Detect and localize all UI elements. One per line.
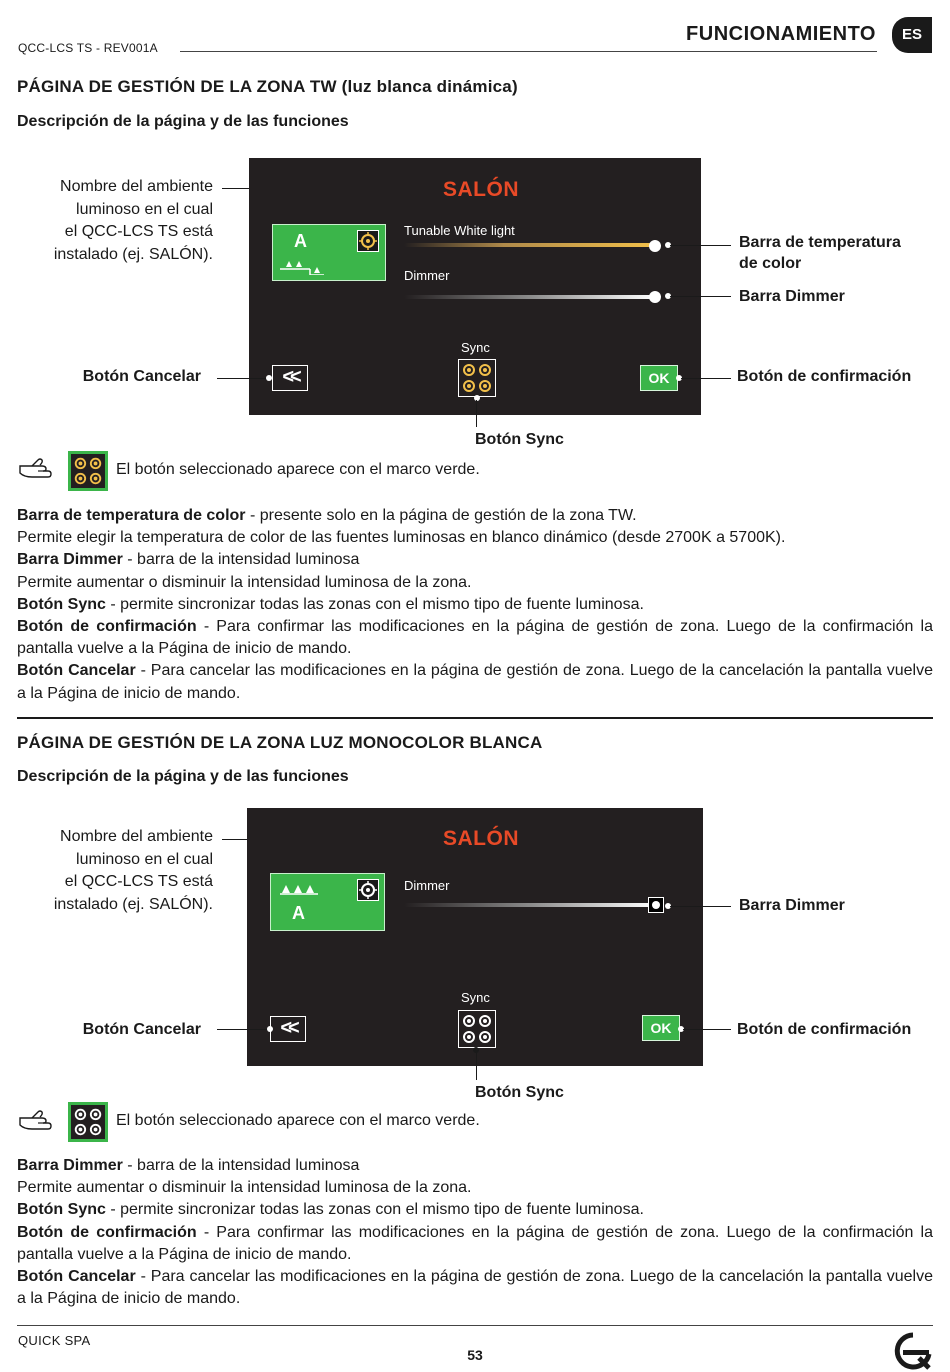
callout-cancel-button: Botón Cancelar bbox=[82, 1021, 201, 1038]
section2-subtitle: Descripción de la página y de las funciones bbox=[17, 768, 349, 785]
leader-line bbox=[670, 906, 731, 907]
light-fixture-icon bbox=[280, 259, 326, 275]
callout-dimmer-bar: Barra Dimmer bbox=[739, 897, 845, 914]
callout-room-name: Nombre del ambiente luminoso en el cual el QCC-LCS TS está instalado (ej. SALÓN). bbox=[53, 828, 213, 913]
description-line: Permite aumentar o disminuir la intensidad luminosa de la zona. bbox=[17, 573, 472, 591]
section-separator bbox=[17, 717, 933, 719]
leader-line bbox=[670, 245, 731, 246]
cancel-button[interactable]: << bbox=[270, 1016, 306, 1042]
zone-letter: A bbox=[292, 903, 305, 923]
leader-line bbox=[683, 1029, 731, 1030]
callout-sync-button: Botón Sync bbox=[475, 431, 564, 448]
light-bulb-icon bbox=[357, 879, 379, 901]
description-line: Botón Sync - permite sincronizar todas las zonas con el mismo tipo de fuente luminosa. bbox=[17, 595, 644, 613]
pointing-hand-icon bbox=[18, 1108, 58, 1139]
room-name: SALÓN bbox=[443, 178, 519, 201]
dimmer-slider[interactable] bbox=[404, 903, 654, 907]
description-line: Permite aumentar o disminuir la intensidad luminosa de la zona. bbox=[17, 1179, 472, 1197]
section2-title: PÁGINA DE GESTIÓN DE LA ZONA LUZ MONOCOLOR BLANCA bbox=[17, 733, 543, 752]
zone-card[interactable] bbox=[272, 224, 386, 281]
selection-note: El botón seleccionado aparece con el marco verde. bbox=[116, 1112, 480, 1129]
zone-letter: A bbox=[294, 231, 307, 251]
leader-dot bbox=[474, 395, 480, 401]
sync-icon bbox=[459, 1011, 495, 1047]
dimmer-slider[interactable] bbox=[404, 295, 654, 299]
device-screen-mono bbox=[247, 808, 703, 1066]
pointing-hand-icon bbox=[18, 456, 58, 487]
description-line: Botón Cancelar - Para cancelar las modificaciones en la página de gestión de zona. Luego de la cancelación la pantalla vuelve a la Página de inicio de mando. bbox=[17, 662, 933, 702]
cancel-button[interactable]: << bbox=[272, 365, 308, 391]
sync-button[interactable] bbox=[458, 359, 496, 397]
document-code: QCC-LCS TS - REV001A bbox=[18, 41, 158, 55]
sync-label: Sync bbox=[461, 340, 490, 355]
description-line: Permite elegir la temperatura de color de las fuentes luminosas en blanco dinámico (desde 2700K a 5700K). bbox=[17, 529, 786, 547]
section-heading: FUNCIONAMIENTO bbox=[686, 23, 876, 45]
leader-line bbox=[217, 378, 269, 379]
page-number: 53 bbox=[467, 1347, 483, 1363]
section1-title: PÁGINA DE GESTIÓN DE LA ZONA TW (luz blanca dinámica) bbox=[17, 77, 518, 96]
callout-dimmer-bar: Barra Dimmer bbox=[739, 288, 845, 305]
description-line: Botón de confirmación - Para confirmar las modificaciones en la página de gestión de zona. Luego de la confirmación la pantalla vuelve a la Página de inicio de mando. bbox=[17, 1223, 933, 1263]
ok-button[interactable]: OK bbox=[640, 365, 678, 391]
description-line: Botón Cancelar - Para cancelar las modificaciones en la página de gestión de zona. Luego de la cancelación la pantalla vuelve a la Página de inicio de mando. bbox=[17, 1268, 933, 1308]
selected-sync-sample bbox=[68, 451, 108, 491]
description-line: Barra Dimmer - barra de la intensidad luminosa bbox=[17, 551, 360, 569]
dimmer-slider-label: Dimmer bbox=[404, 878, 450, 893]
ok-button[interactable]: OK bbox=[642, 1015, 680, 1041]
callout-sync-button: Botón Sync bbox=[475, 1084, 564, 1101]
device-screen-tw bbox=[249, 158, 701, 415]
description-line: Barra Dimmer - barra de la intensidad luminosa bbox=[17, 1157, 360, 1174]
sync-icon bbox=[71, 454, 105, 488]
selected-sync-sample bbox=[68, 1102, 108, 1142]
leader-dot bbox=[266, 375, 272, 381]
quick-logo-icon bbox=[893, 1332, 933, 1372]
callout-confirm-button: Botón de confirmación bbox=[737, 1021, 912, 1038]
tw-slider-label: Tunable White light bbox=[404, 223, 515, 238]
leader-line bbox=[670, 296, 731, 297]
header-rule bbox=[180, 51, 877, 52]
leader-line bbox=[476, 400, 477, 427]
selection-note: El botón seleccionado aparece con el marco verde. bbox=[116, 461, 480, 478]
callout-cancel-button: Botón Cancelar bbox=[82, 368, 201, 385]
sync-button[interactable] bbox=[458, 1010, 496, 1048]
dimmer-knob[interactable] bbox=[648, 897, 664, 913]
room-name: SALÓN bbox=[443, 827, 519, 850]
description-line: Barra de temperatura de color - presente solo en la página de gestión de la zona TW. bbox=[17, 507, 637, 524]
color-temperature-knob[interactable] bbox=[649, 240, 661, 252]
sync-label: Sync bbox=[461, 990, 490, 1005]
sync-icon bbox=[71, 1105, 105, 1139]
callout-confirm-button: Botón de confirmación bbox=[737, 368, 912, 385]
light-fixture-icon bbox=[280, 883, 320, 895]
company-name: QUICK SPA bbox=[18, 1333, 91, 1348]
section1-descriptions bbox=[17, 505, 933, 705]
dimmer-slider-label: Dimmer bbox=[404, 268, 450, 283]
footer-rule bbox=[17, 1325, 933, 1326]
dimmer-knob[interactable] bbox=[649, 291, 661, 303]
section1-subtitle: Descripción de la página y de las funciones bbox=[17, 113, 349, 130]
description-line: Botón de confirmación - Para confirmar las modificaciones en la página de gestión de zona. Luego de la confirmación la pantalla vuelve a la Página de inicio de mando. bbox=[17, 618, 933, 658]
color-temperature-slider[interactable] bbox=[404, 243, 654, 247]
leader-line bbox=[681, 378, 731, 379]
description-line: Botón Sync - permite sincronizar todas las zonas con el mismo tipo de fuente luminosa. bbox=[17, 1201, 644, 1219]
callout-color-temp-bar: Barra de temperatura de color bbox=[739, 234, 901, 272]
leader-line bbox=[476, 1052, 477, 1080]
leader-dot bbox=[267, 1026, 273, 1032]
light-bulb-icon bbox=[357, 230, 379, 252]
callout-room-name: Nombre del ambiente luminoso en el cual el QCC-LCS TS está instalado (ej. SALÓN). bbox=[53, 178, 213, 263]
language-badge: ES bbox=[892, 17, 932, 53]
section2-descriptions bbox=[17, 1155, 933, 1310]
zone-card[interactable] bbox=[270, 873, 385, 931]
sync-icon bbox=[459, 360, 495, 396]
leader-line bbox=[217, 1029, 269, 1030]
